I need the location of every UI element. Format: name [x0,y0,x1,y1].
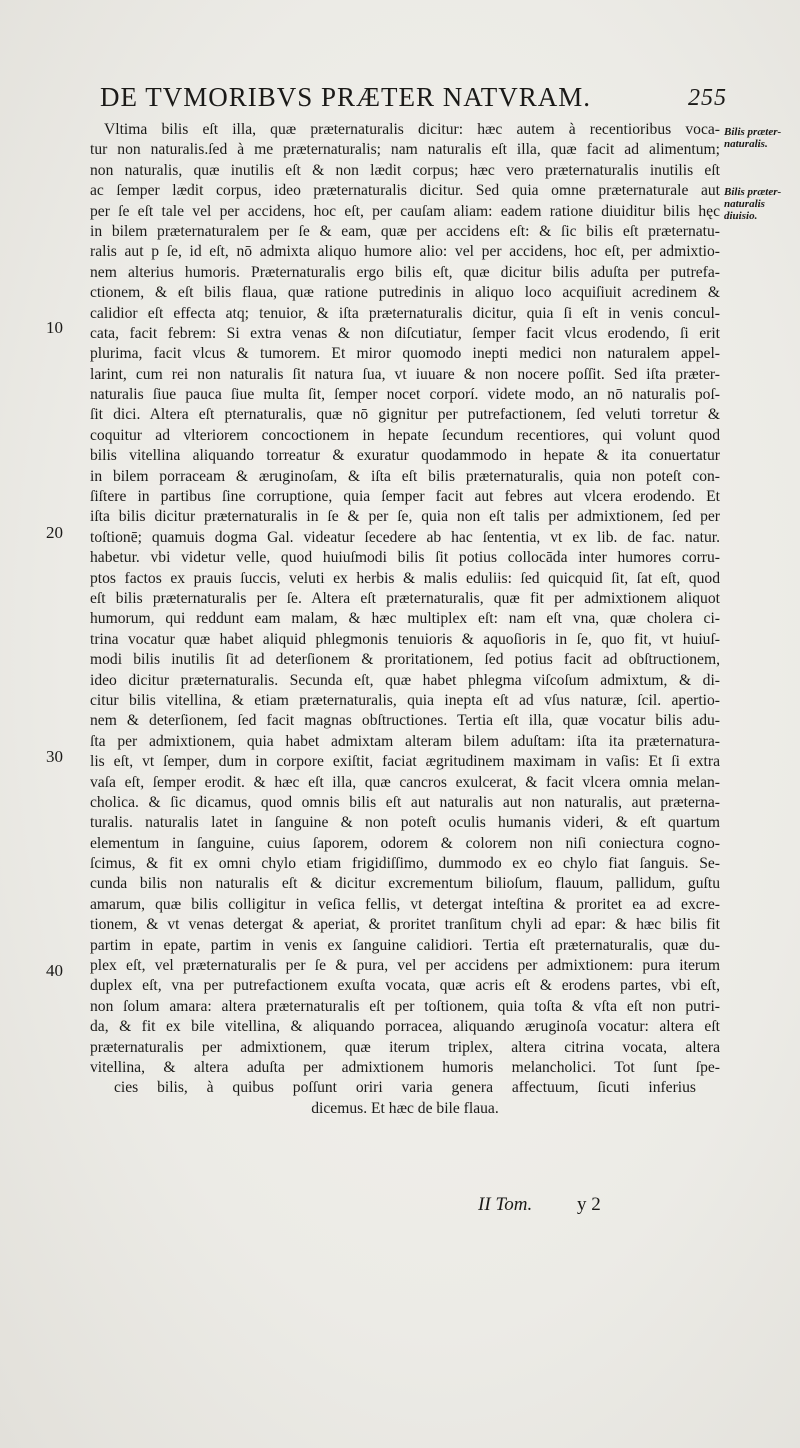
text-line: da, & fit ex bile vitellina, & aliquando porracea, aliquando æruginoſa vocatur: altera eſt [90,1018,720,1036]
signature-mark: y 2 [576,1194,601,1215]
text-line: ſiſtere in partibus ſine corruptione, quia ſemper facit aut febres aut vlcera erodendo. Et [90,488,720,506]
line-number: 40 [46,961,63,980]
text-line: ctionem, & eſt bilis flaua, quæ ratione putredinis in aliquo loco acquiſiuit acredinem & [90,284,720,302]
margin-note-1: Bilis præter-naturalis. [724,126,782,150]
text-line: duplex eſt, vna per putrefactionem exuſta vocata, quæ acris eſt & erodens partes, vbi eſt, [90,977,720,995]
line-number: 10 [46,318,63,337]
text-line: tur non naturalis.ſed à me præternaturalis; nam naturalis eſt illa, quæ facit ad alimentum; [90,141,720,159]
running-head [100,82,727,113]
text-line: cata, facit febrem: Si extra venas & non diſcutiatur, ſemper facit vlcus erodendo, ſi erit [90,324,720,342]
text-line: nem & deterſionem, ſed facit magnas obſtructiones. Tertia eſt illa, quæ vocatur bilis adu- [90,712,720,730]
text-line: tionem, & vt venas detergat & aperiat, & proritet tranſitum chyli ad epar: & hæc bilis fit [90,916,720,934]
text-line: vitellina, & altera aduſta per admixtionem humoris melancholici. Tot ſunt ſpe- [90,1058,720,1076]
text-line: ptos factos ex prauis ſuccis, veluti ex herbis & malis eduliis: ſed quicquid ſit, ſat eſt, quod [90,569,720,587]
margin-note-2: Bilis præter-naturalis diuisio. [724,186,782,222]
text-line: larint, cum rei non naturalis ſit natura ſua, vt iuuare & non nocere poſſit. Sed iſta præter- [90,365,720,383]
text-line: plurima, facit vlcus & tumorem. Et miror quomodo inepti medici non naturalem appel- [90,345,720,363]
signature-tom: II Tom. [478,1194,533,1215]
signature-footer [478,1194,601,1216]
text-line: ſcimus, & fit ex omni chylo etiam frigidiſſimo, dummodo ex eo chylo fiat ſanguis. Se- [90,855,720,873]
body-text [90,120,720,1119]
text-line: vaſa eſt, ſemper erodit. & hæc eſt illa, quæ cancros exulcerat, & facit vlcera omnia melan- [90,773,720,791]
text-line: ideo dicitur præternaturalis. Secunda eſt, quæ habet phlegma viſcoſum admixtum, & di- [90,671,720,689]
line-number: 20 [46,523,63,542]
text-line: præternaturalis per admixtionem, quæ iterum triplex, altera citrina vocata, altera [90,1038,720,1056]
text-line: naturalis ſiue pauca ſiue multa ſit, ſemper nocet corporí. videte modo, an nō naturalis poſ- [90,386,720,404]
text-line: habetur. vbi videtur velle, quod huiuſmodi bilis ſit potius collocāda inter humores corru- [90,549,720,567]
text-line: lis eſt, vt ſemper, dum in corpore exiſtit, faciat ægritudinem maximam in vaſis: Et ſi extra [90,753,720,771]
text-line: coquitur ad vlteriorem concoctionem in hepate ſecundum recentiores, qui volunt quod [90,426,720,444]
text-line: ſit dici. Altera eſt pternaturalis, quæ nō gignitur per putrefactionem, ſed veluti torretur & [90,406,720,424]
text-line: humorum, qui reddunt eam malam, & hæc multiplex eſt: nam eſt vna, quæ cholera ci- [90,610,720,628]
running-title: DE TVMORIBVS PRÆTER NATVRAM. [100,82,592,112]
text-line: trina vocatur quæ habet aliquid phlegmonis tenuioris & aquoſioris in ſe, quo fit, vt huiuſ- [90,630,720,648]
text-line: eſt bilis præternaturalis per ſe. Altera eſt præternaturalis, quæ fit per admixtionem aliquot [90,589,720,607]
text-line: in bilem præternaturalem per ſe & eam, quæ per accidens eſt: & ſic bilis eſt præternatu- [90,222,720,240]
text-line: cholica. & ſic dicamus, quod omnis bilis eſt aut naturalis aut non naturalis, aut præterna- [90,793,720,811]
text-line: plex eſt, vel præternaturalis per ſe & pura, vel per accidens per admixtionem: pura iterum [90,957,720,975]
text-line: amarum, quæ bilis colligitur in veſica fellis, vt detergat inteſtina & proritet ea ad excre- [90,895,720,913]
text-line: Vltima bilis eſt illa, quæ præternaturalis dicitur: hæc autem à recentioribus voca- [104,121,720,138]
text-line: cunda bilis non naturalis eſt & dicitur excrementum bilioſum, flauum, pallidum, guſtu [90,875,720,893]
text-line: partim in epate, partim in venis ex ſanguine calidiori. Tertia eſt præternaturalis, quæ du- [90,936,720,954]
text-line: per ſe eſt tale vel per accidens, hoc eſt, per cauſam aliam: eadem ratione diuiditur bilis hęc [90,202,720,220]
text-line: ſta per admixtionem, quia habet admixtam alteram bilem aduſtam: iſta ita præternatura- [90,732,720,750]
text-line: ac ſemper lædit corpus, ideo præternaturalis dicitur. Sed quia omne præternaturale aut [90,182,720,200]
text-line: cies bilis, à quibus poſſunt oriri varia genera affectuum, ſicuti inferius [114,1079,696,1097]
page-number: 255 [688,85,727,111]
text-line: nem alterius humoris. Præternaturalis ergo bilis eſt, quæ dicitur bilis aduſta per putrefa- [90,263,720,281]
text-line: in bilem porraceam & æruginoſam, & iſta eſt bilis præternaturalis, quia non poteſt con- [90,467,720,485]
text-line: bilis vitellina aliquando torreatur & exuratur quodammodo in hepate & ita conuertatur [90,447,720,465]
text-line: calidior eſt effecta atq; tenuior, & iſta præternaturalis dicitur, quia ſi eſt in venis concul- [90,304,720,322]
text-line: ralis aut p ſe, id eſt, nō admixta aliquo humore alio: vel per accidens, hoc eſt, per admixtio- [90,243,720,261]
text-line: iſta bilis dicitur præternaturalis in ſe & per ſe, quia non eſt talis per admixtionem, ſed per [90,508,720,526]
text-line: toſtionē; quamuis dogma Gal. videatur ſecedere ab hac ſententia, vt ex lib. de fac. natur. [90,528,720,546]
text-line: dicemus. Et hæc de bile flaua. [311,1099,499,1117]
line-number: 30 [46,747,63,766]
text-line: elementum in ſanguine, cuius ſaporem, odorem & colorem non niſi coniectura cogno- [90,834,720,852]
text-line: non ſolum amara: altera præternaturalis eſt per toſtionem, quia toſta & vſta eſt non putri- [90,997,720,1015]
text-line: citur bilis vitellina, & etiam præternaturalis, quia inepta eſt ad vſus naturæ, ſcil. apertio- [90,691,720,709]
text-line: turalis. naturalis latet in ſanguine & non poteſt oculis humanis videri, & eſt quartum [90,814,720,832]
text-line: non naturalis, quæ inutilis eſt & non lædit corpus; hæc vero præternaturalis inutilis eſt [90,161,720,179]
text-line: modi bilis inutilis ſit ad deterſionem & proritationem, ſed potius facit ad obſtructionem, [90,651,720,669]
